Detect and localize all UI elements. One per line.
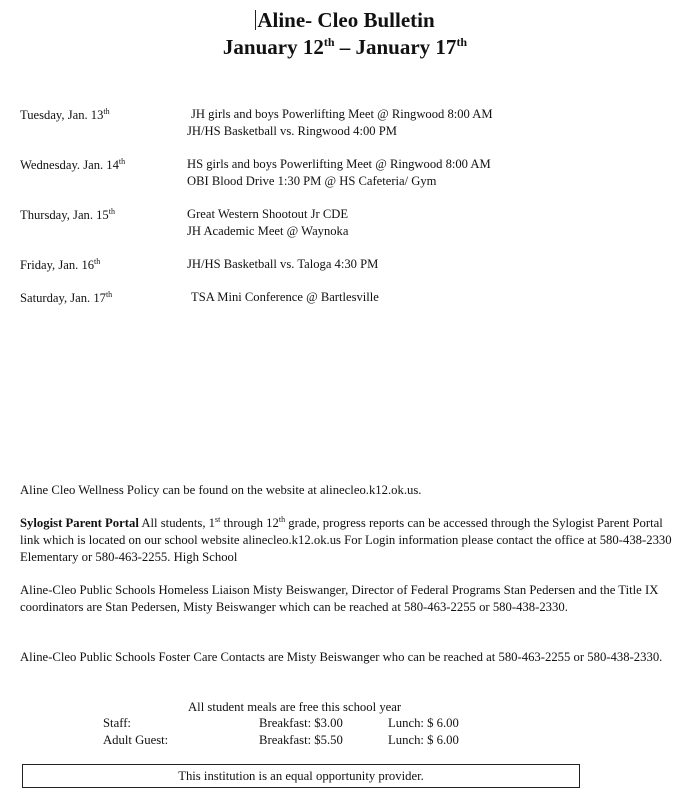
meal-row-who: Staff: [103, 716, 131, 730]
parent-portal-notice: Sylogist Parent Portal All students, 1st through 12th grade, progress reports can be accessed through the Sylogist Parent Portal link which is located on our school website alinecleo.k12.ok.us For Login information please contact the office at 580-438-2330 Elementary or 580-463-2255. High School [20, 515, 672, 564]
parent-portal-heading: Sylogist Parent Portal [20, 516, 139, 530]
schedule-event: Great Western Shootout Jr CDE [187, 207, 349, 221]
schedule-day-wednesday: Wednesday. Jan. 14th [20, 157, 126, 172]
equal-opportunity-box [22, 764, 580, 788]
foster-care-notice: Aline-Cleo Public Schools Foster Care Contacts are Misty Beiswanger who can be reached at 580-463-2255 or 580-438-2330. [20, 650, 663, 664]
schedule-day-tuesday: Tuesday, Jan. 13th [20, 107, 110, 122]
equal-opportunity-text: This institution is an equal opportunity provider. [178, 769, 424, 783]
schedule-day-thursday: Thursday, Jan. 15th [20, 207, 115, 222]
meal-row-lunch: Lunch: $ 6.00 [388, 716, 459, 730]
meals-heading: All student meals are free this school year [188, 700, 402, 714]
schedule-day-friday: Friday, Jan. 16th [20, 257, 101, 272]
meal-row-breakfast: Breakfast: $5.50 [259, 733, 343, 747]
wellness-policy-notice: Aline Cleo Wellness Policy can be found on the website at alinecleo.k12.ok.us. [20, 483, 422, 497]
meal-row-lunch: Lunch: $ 6.00 [388, 733, 459, 747]
schedule-event: JH/HS Basketball vs. Taloga 4:30 PM [187, 257, 379, 271]
schedule-event: JH girls and boys Powerlifting Meet @ Ringwood 8:00 AM [191, 107, 493, 121]
schedule-event: TSA Mini Conference @ Bartlesville [191, 290, 379, 304]
schedule-event: HS girls and boys Powerlifting Meet @ Ringwood 8:00 AM [187, 157, 491, 171]
schedule-event: OBI Blood Drive 1:30 PM @ HS Cafeteria/ Gym [187, 174, 437, 188]
meal-row-who: Adult Guest: [103, 733, 169, 747]
schedule-event: JH Academic Meet @ Waynoka [187, 224, 349, 238]
bulletin-date-range: January 12th – January 17th [222, 35, 468, 59]
meal-row-breakfast: Breakfast: $3.00 [259, 716, 343, 730]
bulletin-title: Aline- Cleo Bulletin [257, 8, 435, 32]
homeless-liaison-notice: Aline-Cleo Public Schools Homeless Liaison Misty Beiswanger, Director of Federal Programs Stan Pedersen and the Title IX coordinators are Stan Pedersen, Misty Beiswanger which can be reached at 580-463-2255 or 580-438-2330. [20, 583, 659, 614]
schedule-event: JH/HS Basketball vs. Ringwood 4:00 PM [187, 124, 397, 138]
schedule-day-saturday: Saturday, Jan. 17th [20, 290, 113, 305]
